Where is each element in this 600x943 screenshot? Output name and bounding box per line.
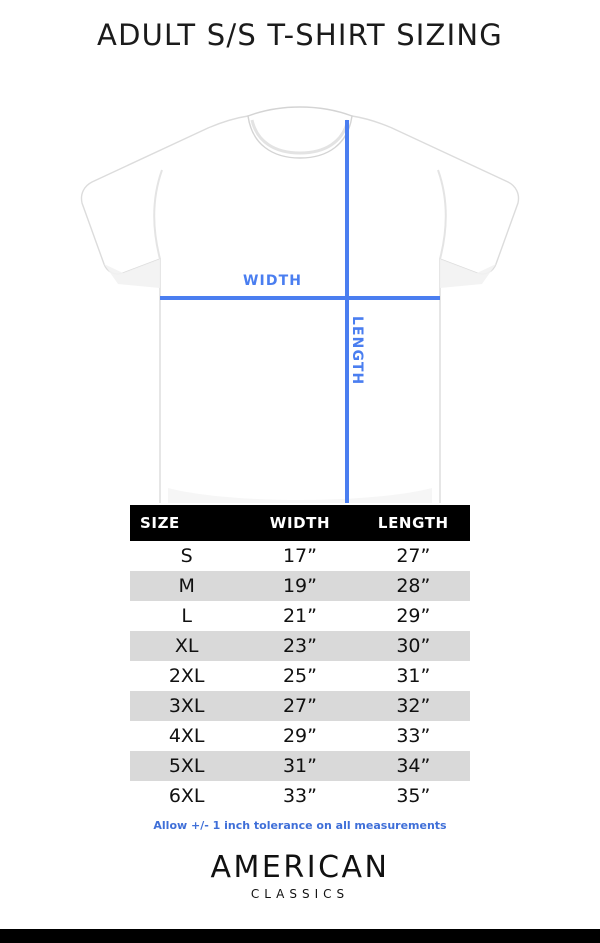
cell-size: 6XL (130, 781, 243, 811)
cell-length: 35” (357, 781, 470, 811)
cell-size: 2XL (130, 661, 243, 691)
table-row (130, 541, 470, 571)
cell-length: 27” (357, 541, 470, 571)
table-row (130, 601, 470, 631)
cell-width: 27” (243, 691, 356, 721)
cell-size: XL (130, 631, 243, 661)
cell-width: 19” (243, 571, 356, 601)
table-row (130, 571, 470, 601)
cell-length: 33” (357, 721, 470, 751)
column-header-length: LENGTH (357, 505, 470, 541)
cell-size: S (130, 541, 243, 571)
table-row (130, 691, 470, 721)
cell-width: 33” (243, 781, 356, 811)
tshirt-diagram (0, 58, 600, 503)
brand-name: AMERICAN (210, 850, 390, 885)
size-table (130, 505, 470, 811)
cell-length: 34” (357, 751, 470, 781)
cell-length: 31” (357, 661, 470, 691)
cell-size: L (130, 601, 243, 631)
footer-bar (0, 929, 600, 943)
table-row (130, 721, 470, 751)
column-header-size: SIZE (130, 505, 243, 541)
cell-size: M (130, 571, 243, 601)
tolerance-note: Allow +/- 1 inch tolerance on all measurements (153, 819, 447, 832)
table-row (130, 661, 470, 691)
cell-length: 29” (357, 601, 470, 631)
size-table-head (130, 505, 470, 541)
cell-width: 31” (243, 751, 356, 781)
brand-logo (211, 850, 390, 901)
cell-width: 17” (243, 541, 356, 571)
cell-length: 28” (357, 571, 470, 601)
length-label: LENGTH (349, 316, 365, 386)
cell-width: 29” (243, 721, 356, 751)
column-header-width: WIDTH (243, 505, 356, 541)
cell-length: 32” (357, 691, 470, 721)
table-row (130, 781, 470, 811)
cell-size: 4XL (130, 721, 243, 751)
cell-size: 3XL (130, 691, 243, 721)
brand-tagline: CLASSICS (250, 887, 350, 901)
cell-width: 23” (243, 631, 356, 661)
size-table-body (130, 541, 470, 811)
table-row (130, 751, 470, 781)
page-title: ADULT S/S T-SHIRT SIZING (97, 18, 503, 52)
cell-width: 21” (243, 601, 356, 631)
cell-length: 30” (357, 631, 470, 661)
size-table-wrapper (130, 505, 470, 811)
table-header-row (130, 505, 470, 541)
width-label: WIDTH (243, 273, 303, 289)
cell-size: 5XL (130, 751, 243, 781)
cell-width: 25” (243, 661, 356, 691)
table-row (130, 631, 470, 661)
